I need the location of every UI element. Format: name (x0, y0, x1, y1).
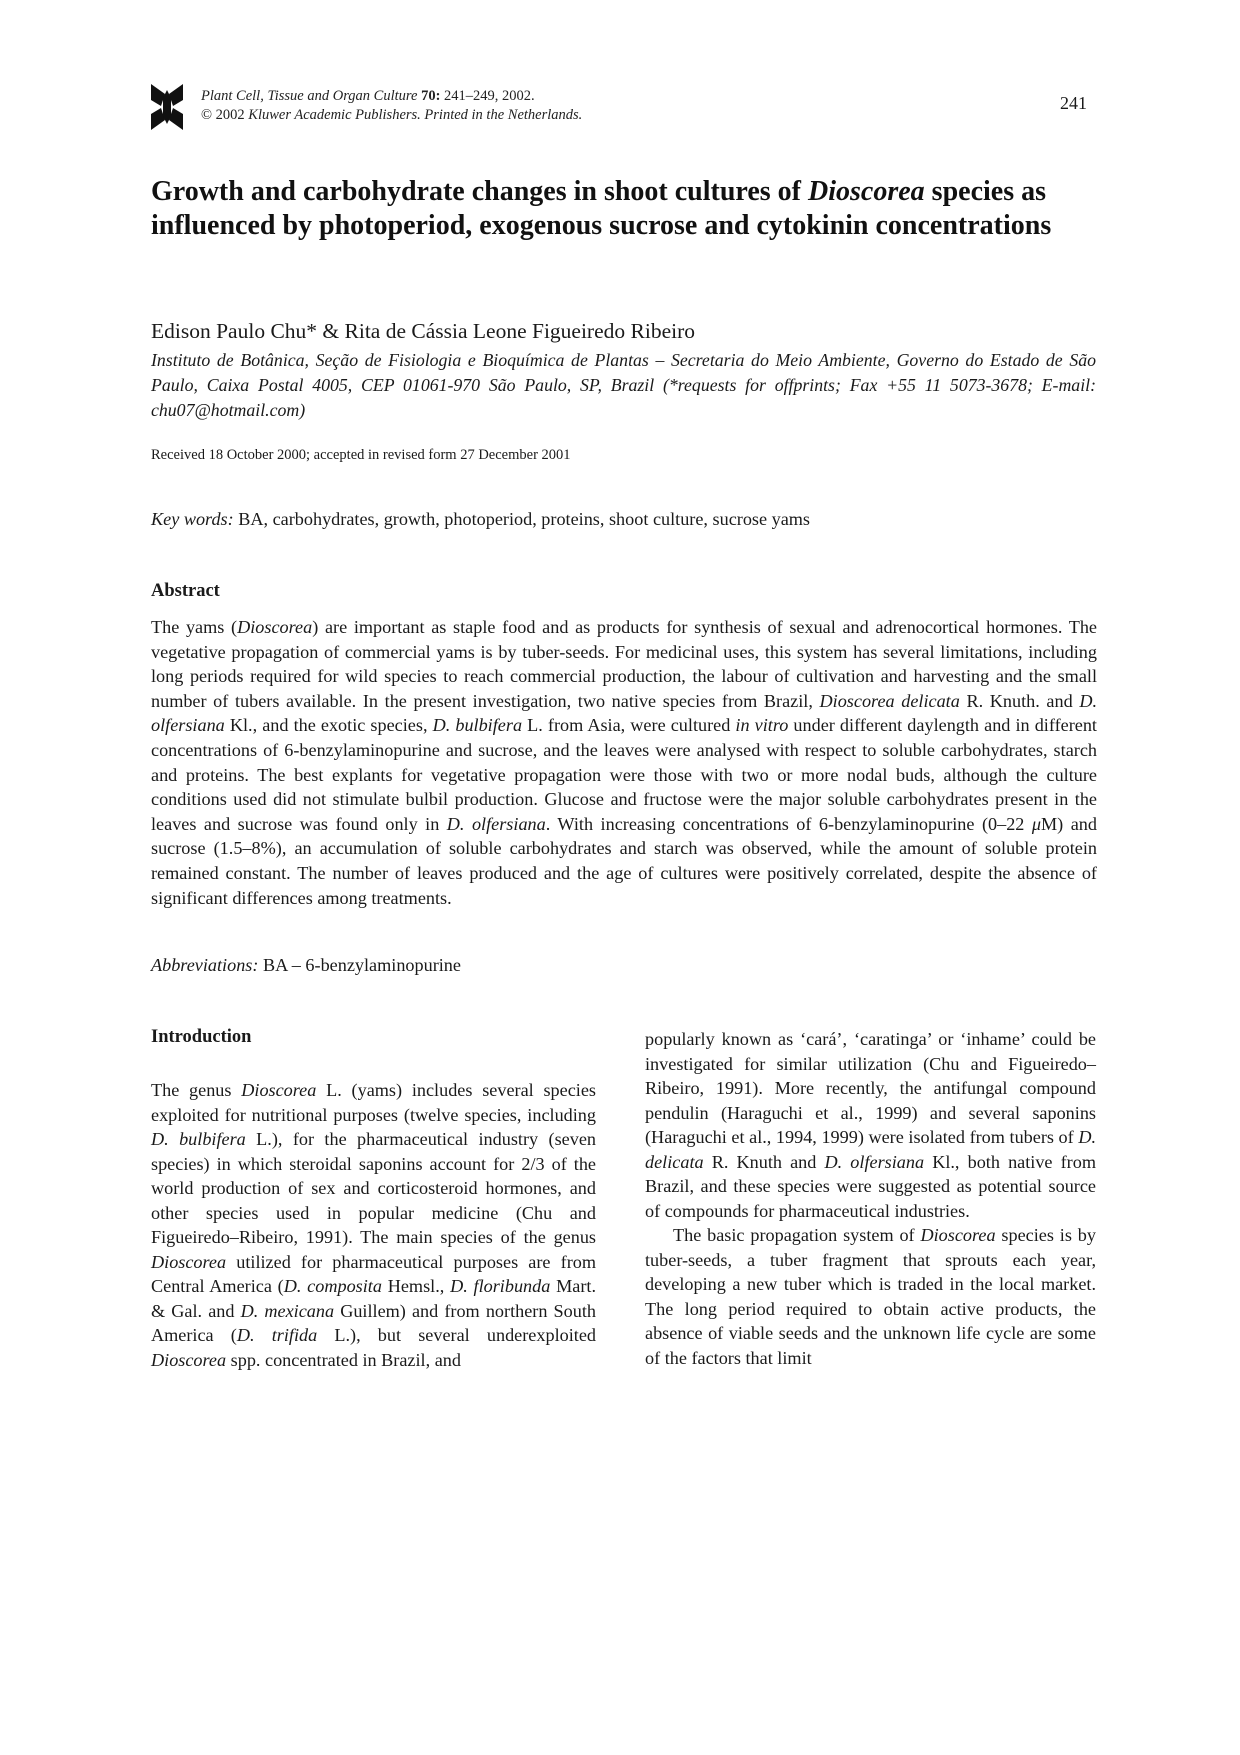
affiliation: Instituto de Botânica, Seção de Fisiologia e Bioquímica de Plantas – Secretaria do Meio Ambiente, Governo do Estado de São Paulo, Caixa Postal 4005, CEP 01061-970 São Paulo, SP, Brazil (*requests for offprints; Fax +55 11 5073-3678; E-mail: chu07@hotmail.com) (151, 350, 1096, 420)
abbreviations-label: Abbreviations: (151, 955, 259, 975)
introduction-paragraph-continued: popularly known as ‘cará’, ‘caratinga’ or ‘inhame’ could be investigated for similar utilization (Chu and Figueiredo–Ribeiro, 1991). More recently, the antifungal compound pendulin (Haraguchi et al., 1999) and several saponins (Haraguchi et al., 1994, 1999) were isolated from tubers of D. delicata R. Knuth and D. olfersiana Kl., both native from Brazil, and these species were suggested as potential source of compounds for pharmaceutical industries. (645, 1029, 1096, 1221)
abbreviations (151, 955, 461, 976)
introduction-right-column (645, 1027, 1096, 1370)
keywords (151, 509, 810, 530)
introduction-heading: Introduction (151, 1027, 252, 1047)
journal-line-1 (201, 87, 582, 106)
publisher-logo-icon (149, 82, 185, 132)
abstract-text: The yams (Dioscorea) are important as staple food and as products for synthesis of sexual and adrenocortical hormones. The vegetative propagation of commercial yams is by tuber-seeds. For medicinal uses, this system has several limitations, including long periods required for wild species to reach commercial production, the labour of cultivation and harvesting and the small number of tubers available. In the present investigation, two native species from Brazil, Dioscorea delicata R. Knuth. and D. olfersiana Kl., and the exotic species, D. bulbifera L. from Asia, were cultured in vitro under different daylength and in different concentrations of 6-benzylaminopurine and sucrose, and the leaves were analysed with respect to soluble carbohydrates, starch and proteins. The best explants for vegetative propagation were those with two or more nodal buds, although the culture conditions used did not stimulate bulbil production. Glucose and fructose were the major soluble carbohydrates present in the leaves and sucrose was found only in D. olfersiana. With increasing concentrations of 6-benzylaminopurine (0–22 μM) and sucrose (1.5–8%), an accumulation of soluble carbohydrates and starch was observed, while the amount of soluble protein remained constant. The number of leaves produced and the age of cultures were positively correlated, despite the absence of significant differences among treatments. (151, 617, 1098, 908)
keywords-label: Key words: (151, 509, 234, 529)
authors: Edison Paulo Chu* & Rita de Cássia Leone Figueiredo Ribeiro (151, 319, 695, 343)
received-date: Received 18 October 2000; accepted in revised form 27 December 2001 (151, 447, 571, 463)
title-part-2: species as influenced by photoperiod, exogenous sucrose and cytokinin concentrations (151, 176, 1052, 241)
journal-pages-year: 241–249, 2002. (440, 88, 535, 104)
article-title (151, 175, 1101, 243)
title-genus: Dioscorea (808, 176, 925, 207)
page-number: 241 (1060, 93, 1087, 113)
journal-citation (201, 87, 582, 125)
keywords-list: BA, carbohydrates, growth, photoperiod, proteins, shoot culture, sucrose yams (233, 509, 811, 529)
abstract-heading: Abstract (151, 581, 220, 601)
introduction-left-column: The genus Dioscorea L. (yams) includes several species exploited for nutritional purposes (twelve species, including D. bulbifera L.), for the pharmaceutical industry (seven species) in which steroidal saponins account for 2/3 of the world production of sex and corticosteroid hormones, and other species used in popular medicine (Chu and Figueiredo–Ribeiro, 1991). The main species of the genus Dioscorea utilized for pharmaceutical purposes are from Central America (D. composita Hemsl., D. floribunda Mart. & Gal. and D. mexicana Guillem) and from northern South America (D. trifida L.), but several underexploited Dioscorea spp. concentrated in Brazil, and (151, 1080, 597, 1370)
journal-volume: 70: (421, 88, 441, 104)
introduction-paragraph-propagation: The basic propagation system of Dioscorea species is by tuber-seeds, a tuber fragment that sprouts each year, developing a new tuber which is traded in the local market. The long period required to obtain active products, the absence of viable seeds and the unknown life cycle are some of the factors that limit (645, 1225, 1096, 1368)
copyright-mark: © 2002 (201, 107, 249, 123)
title-part-1: Growth and carbohydrate changes in shoot cultures of (151, 176, 809, 207)
journal-line-2 (201, 106, 582, 125)
publisher-text: Kluwer Academic Publishers. Printed in the Netherlands. (248, 107, 583, 123)
abbreviations-text: BA – 6-benzylaminopurine (258, 955, 461, 975)
journal-title: Plant Cell, Tissue and Organ Culture (201, 88, 418, 104)
